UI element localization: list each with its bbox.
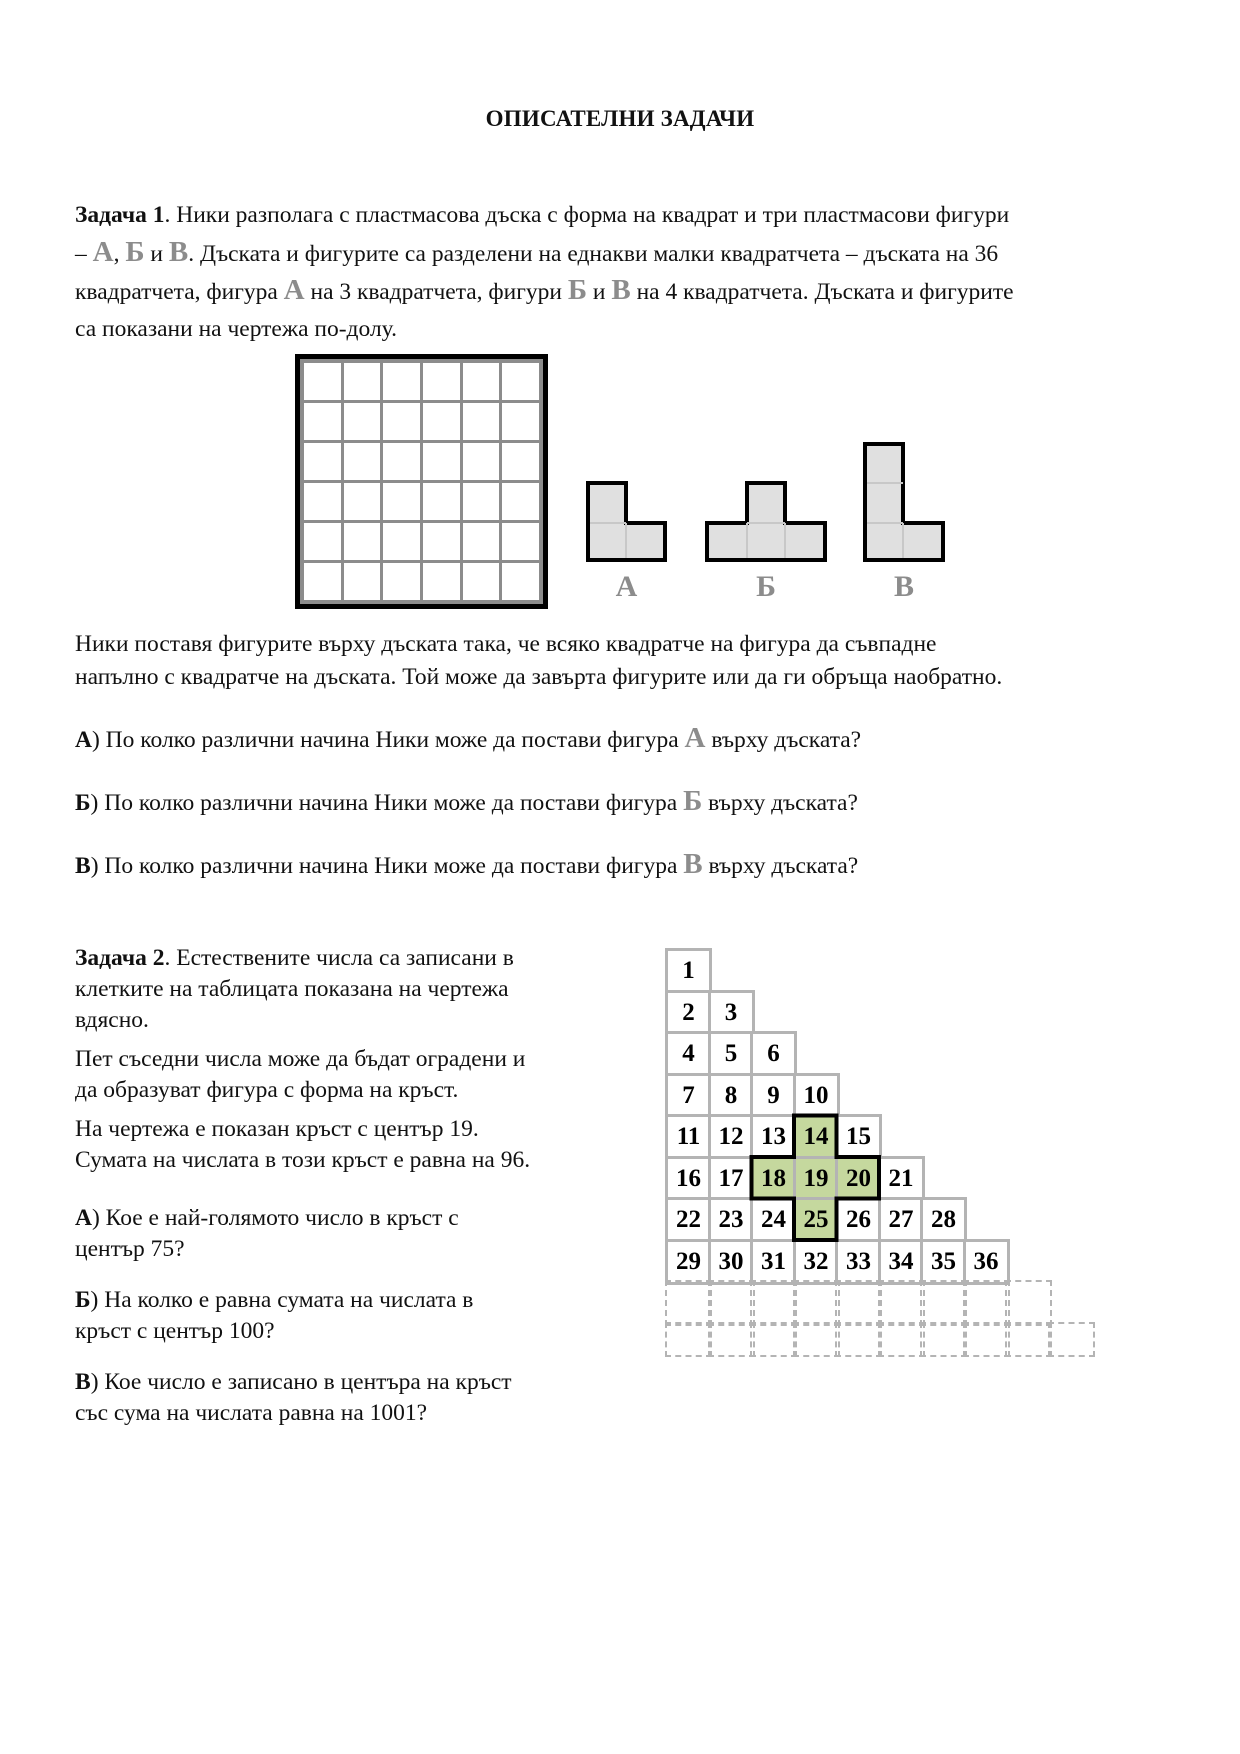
board-square (383, 443, 420, 480)
board-square (383, 563, 420, 600)
table-cell: 29 (665, 1239, 712, 1285)
table-cell: 17 (708, 1156, 755, 1202)
task2-question-a: А) Кое е най-голямото число в кръст с център 75? (75, 1205, 459, 1262)
table-cell: 30 (708, 1239, 755, 1285)
board-square (502, 523, 539, 560)
table-cell-continuation (708, 1322, 755, 1357)
figure-v-shape (863, 442, 945, 562)
board-square (463, 363, 500, 400)
table-cell: 15 (835, 1114, 882, 1160)
board-square (423, 523, 460, 560)
table-cell-continuation (878, 1280, 925, 1326)
square-board-6x6 (295, 354, 548, 609)
board-square (304, 563, 341, 600)
task1-question-v: В) По колко различни начина Ники може да постави фигура В върху дъската? (75, 848, 859, 880)
board-square (463, 443, 500, 480)
table-cell: 21 (878, 1156, 925, 1202)
table-cell-continuation (835, 1322, 882, 1357)
task1-question-a: А) По колко различни начина Ники може да постави фигура А върху дъската? (75, 722, 862, 754)
board-square (423, 403, 460, 440)
board-square (383, 483, 420, 520)
table-cell: 10 (793, 1073, 840, 1119)
board-square (304, 443, 341, 480)
table-cell: 22 (665, 1197, 712, 1243)
table-cell: 23 (708, 1197, 755, 1243)
board-grid (304, 363, 539, 600)
figure-b-ref: Б (125, 235, 145, 268)
table-cell: 31 (750, 1239, 797, 1285)
table-cell: 13 (750, 1114, 797, 1160)
board-square (344, 523, 381, 560)
figure-v-ref: В (168, 235, 189, 268)
board-square (423, 483, 460, 520)
table-cell: 34 (878, 1239, 925, 1285)
table-cell: 32 (793, 1239, 840, 1285)
board-square (423, 363, 460, 400)
table-cell-continuation (1048, 1322, 1095, 1357)
table-cell: 8 (708, 1073, 755, 1119)
board-square (344, 443, 381, 480)
table-cell-highlighted: 25 (793, 1197, 840, 1243)
figure-b-shape (705, 481, 827, 562)
table-cell: 24 (750, 1197, 797, 1243)
board-square (502, 363, 539, 400)
task2-example: На чертежа е показан кръст с център 19. Сумата на числата в този кръст е равна на 96. (75, 1116, 531, 1173)
table-cell: 5 (708, 1031, 755, 1077)
board-square (463, 563, 500, 600)
table-cell: 16 (665, 1156, 712, 1202)
table-cell-highlighted: 20 (835, 1156, 882, 1202)
board-square (383, 403, 420, 440)
table-cell: 33 (835, 1239, 882, 1285)
board-square (463, 403, 500, 440)
figure-v-label: В (893, 570, 914, 603)
figure-b-label: Б (756, 570, 776, 603)
table-cell: 26 (835, 1197, 882, 1243)
board-square (502, 483, 539, 520)
table-cell-continuation (750, 1322, 797, 1357)
table-cell: 6 (750, 1031, 797, 1077)
task1-question-b: Б) По колко различни начина Ники може да постави фигура Б върху дъската? (75, 785, 858, 817)
table-cell: 12 (708, 1114, 755, 1160)
task2-question-b: Б) На колко е равна сумата на числата в кръст с център 100? (75, 1287, 474, 1344)
table-cell-continuation (793, 1322, 840, 1357)
table-cell: 27 (878, 1197, 925, 1243)
figure-a-ref: А (92, 235, 114, 268)
board-square (463, 483, 500, 520)
table-cell: 4 (665, 1031, 712, 1077)
page-title: ОПИСАТЕЛНИ ЗАДАЧИ (485, 106, 755, 131)
table-cell-continuation (878, 1322, 925, 1357)
board-square (502, 563, 539, 600)
board-square (344, 403, 381, 440)
board-square (383, 523, 420, 560)
table-cell-continuation (793, 1280, 840, 1326)
table-cell: 36 (963, 1239, 1010, 1285)
table-cell-continuation (665, 1322, 712, 1357)
board-square (383, 363, 420, 400)
board-square (502, 443, 539, 480)
table-cell: 28 (920, 1197, 967, 1243)
table-cell-continuation (708, 1280, 755, 1326)
board-square (304, 363, 341, 400)
table-cell: 3 (708, 990, 755, 1036)
board-square (344, 483, 381, 520)
task2-cross-definition: Пет съседни числа може да бъдат оградени и да образуват фигура с форма на кръст. (75, 1046, 526, 1103)
table-cell-highlighted: 18 (750, 1156, 797, 1202)
task1-intro: Задача 1. Ники разполага с пластмасова дъска с форма на квадрат и три пластмасови фигури – А, Б и В. Дъската и фигурите са разделени на еднакви малки квадратчета – дъската на 36 квадратчета, фигура А на 3 квадратчета, фигури Б и В на 4 квадратчета. Дъската и фигурите са показани на чертежа по-долу. (75, 202, 1014, 342)
table-cell-continuation (963, 1322, 1010, 1357)
table-cell: 35 (920, 1239, 967, 1285)
table-cell-continuation (1005, 1322, 1052, 1357)
table-cell-continuation (750, 1280, 797, 1326)
figure-a-shape (586, 481, 667, 562)
table-cell-continuation (920, 1280, 967, 1326)
table-cell: 11 (665, 1114, 712, 1160)
table-cell: 2 (665, 990, 712, 1036)
board-square (304, 403, 341, 440)
board-square (502, 403, 539, 440)
board-square (344, 563, 381, 600)
board-square (304, 523, 341, 560)
task1-rules: Ники поставя фигурите върху дъската така, че всяко квадратче на фигура да съвпадне напълно с квадратче на дъската. Той може да завърта фигурите или да ги обръща наобратно. (75, 631, 1003, 690)
board-square (344, 363, 381, 400)
task2-heading: Задача 2 (75, 945, 165, 971)
task1-heading: Задача 1 (75, 202, 165, 228)
table-cell: 9 (750, 1073, 797, 1119)
table-cell-continuation (1005, 1280, 1052, 1326)
table-cell: 1 (665, 948, 712, 994)
table-cell: 7 (665, 1073, 712, 1119)
figure-a-label: А (615, 570, 638, 603)
board-square (304, 483, 341, 520)
table-cell-highlighted: 19 (793, 1156, 840, 1202)
task2-intro: Задача 2. Естествените числа са записани в клетките на таблицата показана на чертежа вдясно. (75, 945, 514, 1033)
board-square (423, 563, 460, 600)
table-cell-continuation (665, 1280, 712, 1326)
board-square (423, 443, 460, 480)
board-square (463, 523, 500, 560)
table-cell-continuation (963, 1280, 1010, 1326)
table-cell-highlighted: 14 (793, 1114, 840, 1160)
task2-question-v: В) Кое число е записано в центъра на кръст със сума на числата равна на 1001? (75, 1369, 512, 1426)
table-cell-continuation (920, 1322, 967, 1357)
table-cell-continuation (835, 1280, 882, 1326)
